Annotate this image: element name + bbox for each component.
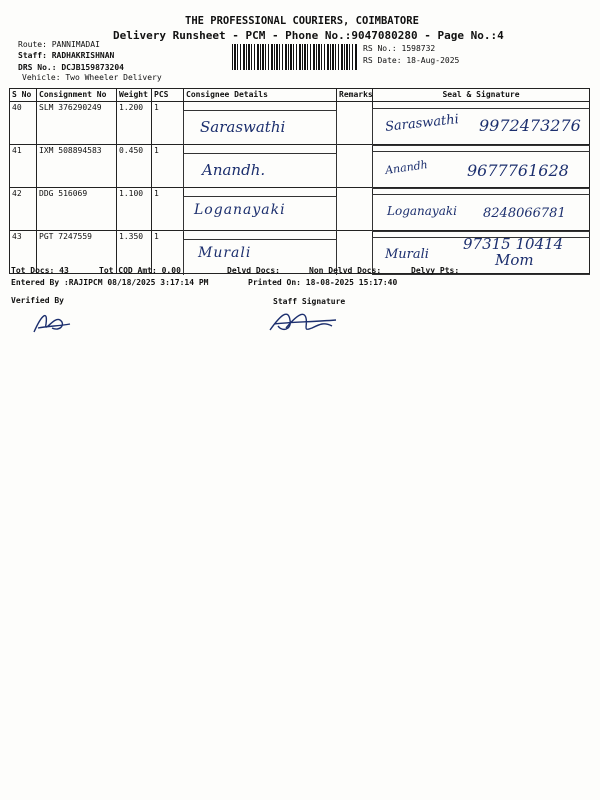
row-pcs: 1	[152, 102, 184, 145]
row-sno: 43	[10, 231, 37, 274]
runsheet-title: Delivery Runsheet - PCM - Phone No.:9047080280 - Page No.:4	[113, 29, 504, 42]
table-row	[10, 102, 590, 145]
row-pcs: 1	[152, 188, 184, 231]
row-weight: 0.450	[117, 145, 152, 188]
row-remarks	[337, 145, 373, 188]
vehicle-label: Vehicle: Two Wheeler Delivery	[22, 73, 162, 82]
entered-by: Entered By :RAJIPCM 08/18/2025 3:17:14 PM	[11, 278, 209, 287]
table-header-row	[10, 89, 590, 102]
staff-signature-icon	[266, 306, 341, 336]
printed-on: Printed On: 18-08-2025 15:17:40	[248, 278, 398, 287]
verified-signature-icon	[30, 306, 75, 338]
row-consignment: PGT 7247559	[37, 231, 117, 274]
col-pcs: PCS	[152, 89, 184, 102]
col-weight: Weight	[117, 89, 152, 102]
row-consignment: SLM 376290249	[37, 102, 117, 145]
row-phone: 9677761628	[467, 161, 569, 180]
row-remarks	[337, 188, 373, 231]
row-consignment: DDG 516069	[37, 188, 117, 231]
col-sno: S No	[10, 89, 37, 102]
company-title: THE PROFESSIONAL COURIERS, COIMBATORE	[185, 15, 419, 27]
row-signature: Anandh	[384, 158, 429, 177]
staff-label: Staff: RADHAKRISHNAN	[18, 51, 115, 60]
non-delivered-docs: Non Delvd Docs:	[309, 266, 382, 275]
row-weight: 1.200	[117, 102, 152, 145]
row-consignee: Saraswathi	[200, 118, 286, 136]
row-consignee-cell	[184, 188, 337, 231]
row-weight: 1.100	[117, 188, 152, 231]
staff-signature-label: Staff Signature	[273, 297, 346, 306]
table-row	[10, 231, 590, 274]
row-consignee-cell	[184, 102, 337, 145]
row-sno: 40	[10, 102, 37, 145]
total-docs: Tot Docs: 43	[11, 266, 69, 275]
row-signature: Murali	[385, 247, 429, 262]
table-row	[10, 188, 590, 231]
row-weight: 1.350	[117, 231, 152, 274]
row-signature-cell	[373, 188, 590, 231]
row-signature-cell	[373, 231, 590, 274]
barcode	[232, 44, 358, 70]
route-label: Route: PANNIMADAI	[18, 40, 100, 49]
row-consignment: IXM 508894583	[37, 145, 117, 188]
col-remarks: Remarks	[337, 89, 373, 102]
row-consignee: Anandh.	[202, 161, 266, 179]
col-signature: Seal & Signature	[373, 89, 590, 102]
row-signature-cell	[373, 145, 590, 188]
col-consignee: Consignee Details	[184, 89, 337, 102]
runsheet-table	[9, 88, 590, 274]
rs-number: RS No.: 1598732	[363, 44, 436, 53]
row-sno: 41	[10, 145, 37, 188]
row-signature: Saraswathi	[384, 112, 460, 135]
row-consignee: Murali	[198, 245, 252, 261]
row-phone: 9972473276	[479, 116, 581, 135]
rs-date: RS Date: 18-Aug-2025	[363, 56, 460, 65]
row-consignee-cell	[184, 145, 337, 188]
row-phone: 8248066781	[483, 206, 566, 221]
table-row	[10, 145, 590, 188]
drs-label: DRS No.: DCJB159873204	[18, 63, 124, 72]
row-extra-note: Mom	[495, 251, 534, 269]
row-signature-cell	[373, 102, 590, 145]
row-pcs: 1	[152, 145, 184, 188]
total-cod: Tot COD Amt: 0.00	[99, 266, 181, 275]
row-remarks	[337, 102, 373, 145]
delivered-docs: Delvd Docs:	[227, 266, 280, 275]
row-consignee: Loganayaki	[194, 202, 286, 218]
verified-by-label: Verified By	[11, 296, 64, 305]
row-pcs: 1	[152, 231, 184, 274]
row-phone: 97315 10414	[463, 235, 564, 253]
row-sno: 42	[10, 188, 37, 231]
col-consignment: Consignment No	[37, 89, 117, 102]
row-signature: Loganayaki	[387, 204, 457, 218]
delivery-points: Delvy Pts:	[411, 266, 460, 275]
